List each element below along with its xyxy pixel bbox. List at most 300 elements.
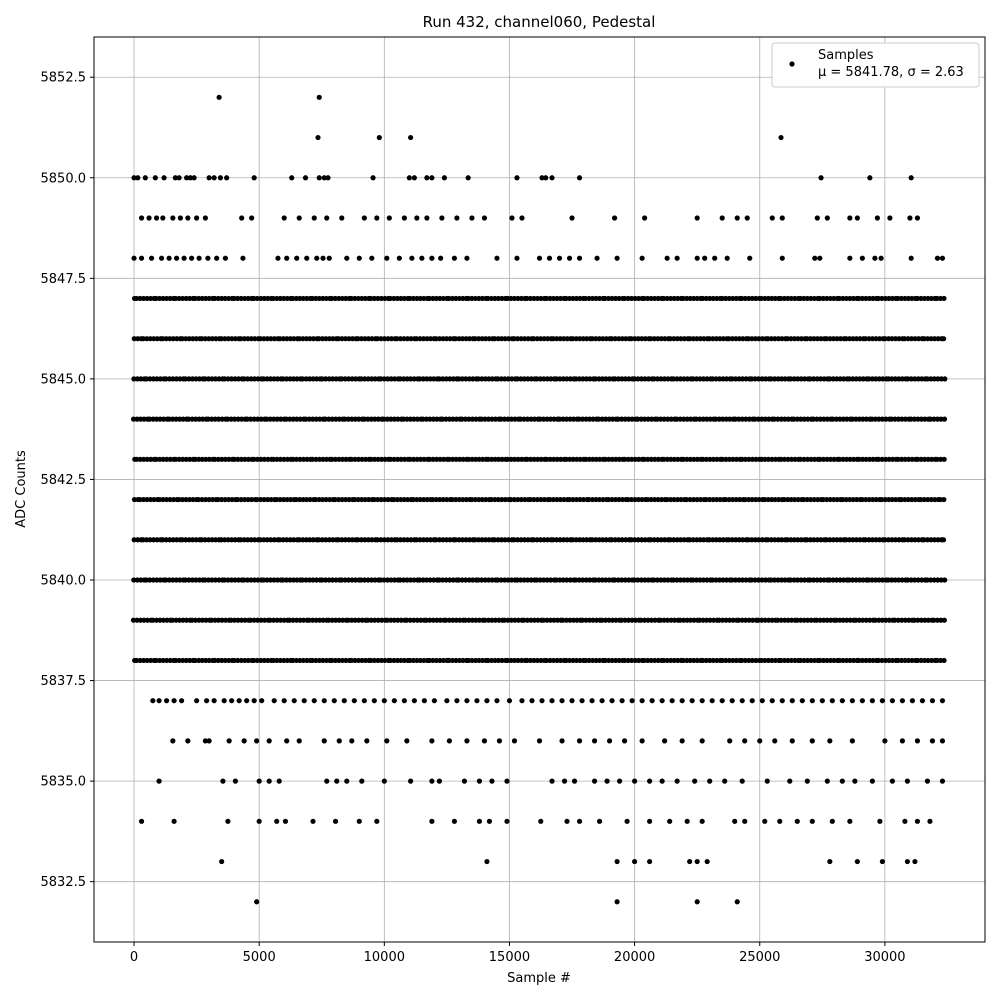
data-point bbox=[942, 417, 947, 422]
data-point bbox=[740, 698, 745, 703]
data-point bbox=[650, 698, 655, 703]
data-point bbox=[487, 819, 492, 824]
data-point bbox=[282, 698, 287, 703]
data-point bbox=[660, 698, 665, 703]
data-point bbox=[930, 698, 935, 703]
data-point bbox=[462, 779, 467, 784]
data-point bbox=[662, 738, 667, 743]
data-point bbox=[900, 738, 905, 743]
data-point bbox=[150, 698, 155, 703]
data-point bbox=[695, 256, 700, 261]
data-point bbox=[722, 779, 727, 784]
data-point bbox=[494, 698, 499, 703]
data-point bbox=[577, 738, 582, 743]
data-point bbox=[920, 698, 925, 703]
data-point bbox=[915, 215, 920, 220]
data-point bbox=[940, 779, 945, 784]
data-point bbox=[302, 698, 307, 703]
data-point bbox=[454, 698, 459, 703]
data-point bbox=[942, 618, 947, 623]
data-point bbox=[444, 698, 449, 703]
data-point bbox=[422, 698, 427, 703]
data-point bbox=[507, 698, 512, 703]
data-point bbox=[224, 175, 229, 180]
y-tick-label: 5837.5 bbox=[40, 674, 86, 690]
data-point bbox=[640, 256, 645, 261]
data-point bbox=[915, 738, 920, 743]
data-point bbox=[941, 658, 946, 663]
data-point bbox=[387, 215, 392, 220]
data-point bbox=[466, 175, 471, 180]
y-tick-label: 5835.0 bbox=[40, 774, 86, 790]
data-point bbox=[412, 698, 417, 703]
data-point bbox=[675, 256, 680, 261]
data-point bbox=[170, 738, 175, 743]
data-point bbox=[509, 215, 514, 220]
data-point bbox=[614, 256, 619, 261]
data-point bbox=[179, 698, 184, 703]
data-point bbox=[940, 256, 945, 261]
data-point bbox=[942, 457, 947, 462]
data-point bbox=[820, 698, 825, 703]
data-point bbox=[670, 698, 675, 703]
data-point bbox=[825, 215, 830, 220]
data-point bbox=[604, 779, 609, 784]
data-point bbox=[710, 698, 715, 703]
data-point bbox=[850, 738, 855, 743]
data-point bbox=[219, 859, 224, 864]
data-point bbox=[882, 738, 887, 743]
data-point bbox=[377, 135, 382, 140]
data-point bbox=[529, 698, 534, 703]
data-point bbox=[695, 859, 700, 864]
chart-title: Run 432, channel060, Pedestal bbox=[422, 13, 656, 31]
data-point bbox=[847, 256, 852, 261]
data-point bbox=[283, 819, 288, 824]
y-tick-label: 5850.0 bbox=[40, 171, 86, 187]
data-point bbox=[139, 256, 144, 261]
data-point bbox=[161, 175, 166, 180]
data-point bbox=[139, 819, 144, 824]
data-point bbox=[514, 175, 519, 180]
data-point bbox=[194, 215, 199, 220]
data-point bbox=[474, 698, 479, 703]
data-point bbox=[907, 215, 912, 220]
data-point bbox=[429, 819, 434, 824]
data-point bbox=[599, 698, 604, 703]
data-point bbox=[557, 256, 562, 261]
data-point bbox=[569, 215, 574, 220]
data-point bbox=[284, 256, 289, 261]
data-point bbox=[384, 738, 389, 743]
data-point bbox=[452, 256, 457, 261]
data-point bbox=[424, 215, 429, 220]
data-point bbox=[880, 859, 885, 864]
x-tick-label: 10000 bbox=[363, 950, 406, 965]
data-point bbox=[612, 215, 617, 220]
data-point bbox=[870, 698, 875, 703]
data-point bbox=[240, 256, 245, 261]
data-point bbox=[810, 698, 815, 703]
data-point bbox=[860, 256, 865, 261]
data-point bbox=[840, 779, 845, 784]
data-point bbox=[559, 698, 564, 703]
data-point bbox=[156, 698, 161, 703]
data-point bbox=[429, 779, 434, 784]
data-point bbox=[146, 215, 151, 220]
data-point bbox=[900, 698, 905, 703]
data-point bbox=[222, 698, 227, 703]
data-point bbox=[217, 95, 222, 100]
data-point bbox=[700, 819, 705, 824]
data-point bbox=[317, 95, 322, 100]
data-point bbox=[207, 175, 212, 180]
data-point bbox=[357, 819, 362, 824]
data-point bbox=[171, 698, 176, 703]
data-point bbox=[310, 819, 315, 824]
data-point bbox=[131, 256, 136, 261]
data-point bbox=[877, 819, 882, 824]
data-point bbox=[275, 256, 280, 261]
data-point bbox=[174, 256, 179, 261]
data-point bbox=[429, 256, 434, 261]
data-point bbox=[504, 819, 509, 824]
data-point bbox=[205, 256, 210, 261]
data-point bbox=[170, 215, 175, 220]
data-point bbox=[464, 698, 469, 703]
data-point bbox=[370, 175, 375, 180]
data-point bbox=[362, 215, 367, 220]
legend-marker bbox=[789, 61, 794, 66]
data-point bbox=[369, 256, 374, 261]
data-point bbox=[879, 256, 884, 261]
data-point bbox=[927, 819, 932, 824]
data-point bbox=[233, 779, 238, 784]
data-point bbox=[647, 859, 652, 864]
data-point bbox=[745, 215, 750, 220]
legend-series-name: Samples bbox=[818, 48, 874, 63]
data-point bbox=[700, 698, 705, 703]
data-point bbox=[725, 256, 730, 261]
data-point bbox=[855, 215, 860, 220]
data-point bbox=[592, 738, 597, 743]
data-point bbox=[171, 819, 176, 824]
data-point bbox=[941, 537, 946, 542]
data-point bbox=[402, 698, 407, 703]
data-point bbox=[252, 698, 257, 703]
data-point bbox=[762, 819, 767, 824]
data-point bbox=[624, 819, 629, 824]
data-point bbox=[942, 577, 947, 582]
data-point bbox=[547, 256, 552, 261]
data-point bbox=[333, 819, 338, 824]
data-point bbox=[543, 175, 548, 180]
data-point bbox=[218, 175, 223, 180]
data-point bbox=[185, 215, 190, 220]
data-point bbox=[408, 135, 413, 140]
data-point bbox=[429, 738, 434, 743]
data-point bbox=[178, 215, 183, 220]
data-point bbox=[941, 497, 946, 502]
data-point bbox=[229, 698, 234, 703]
data-point bbox=[304, 256, 309, 261]
data-point bbox=[875, 215, 880, 220]
data-point bbox=[847, 215, 852, 220]
data-point bbox=[827, 859, 832, 864]
data-point bbox=[314, 256, 319, 261]
data-point bbox=[153, 175, 158, 180]
data-point bbox=[359, 779, 364, 784]
data-point bbox=[289, 175, 294, 180]
data-point bbox=[404, 738, 409, 743]
data-point bbox=[692, 779, 697, 784]
data-point bbox=[562, 779, 567, 784]
data-point bbox=[419, 256, 424, 261]
data-point bbox=[294, 256, 299, 261]
data-point bbox=[812, 256, 817, 261]
data-point bbox=[887, 215, 892, 220]
data-point bbox=[727, 738, 732, 743]
data-point bbox=[397, 256, 402, 261]
data-point bbox=[942, 376, 947, 381]
data-point bbox=[890, 698, 895, 703]
data-point bbox=[489, 779, 494, 784]
data-point bbox=[860, 698, 865, 703]
data-point bbox=[212, 175, 217, 180]
data-point bbox=[772, 738, 777, 743]
data-point bbox=[890, 779, 895, 784]
data-point bbox=[344, 779, 349, 784]
data-point bbox=[855, 859, 860, 864]
data-point bbox=[539, 698, 544, 703]
data-point bbox=[572, 779, 577, 784]
data-point bbox=[909, 175, 914, 180]
data-point bbox=[324, 215, 329, 220]
data-point bbox=[700, 738, 705, 743]
data-point bbox=[257, 779, 262, 784]
data-point bbox=[930, 738, 935, 743]
data-point bbox=[780, 698, 785, 703]
data-point bbox=[409, 256, 414, 261]
data-point bbox=[182, 256, 187, 261]
data-point bbox=[642, 215, 647, 220]
y-tick-label: 5845.0 bbox=[40, 372, 86, 388]
data-point bbox=[223, 256, 228, 261]
data-point bbox=[559, 738, 564, 743]
data-point bbox=[765, 779, 770, 784]
data-point bbox=[589, 698, 594, 703]
data-point bbox=[454, 215, 459, 220]
data-point bbox=[244, 698, 249, 703]
data-point bbox=[810, 738, 815, 743]
data-point bbox=[577, 819, 582, 824]
data-point bbox=[374, 215, 379, 220]
data-point bbox=[607, 738, 612, 743]
data-point bbox=[537, 256, 542, 261]
x-tick-label: 30000 bbox=[864, 950, 906, 965]
data-point bbox=[185, 738, 190, 743]
data-point bbox=[597, 819, 602, 824]
y-tick-label: 5842.5 bbox=[40, 472, 86, 488]
data-point bbox=[609, 698, 614, 703]
data-point bbox=[432, 698, 437, 703]
data-point bbox=[567, 256, 572, 261]
data-point bbox=[322, 698, 327, 703]
data-point bbox=[382, 779, 387, 784]
data-point bbox=[317, 175, 322, 180]
data-point bbox=[327, 256, 332, 261]
data-point bbox=[830, 819, 835, 824]
data-point bbox=[579, 698, 584, 703]
data-point bbox=[905, 779, 910, 784]
y-tick-label: 5852.5 bbox=[40, 70, 86, 86]
data-point bbox=[852, 779, 857, 784]
data-point bbox=[549, 175, 554, 180]
x-tick-label: 15000 bbox=[488, 950, 531, 965]
data-point bbox=[619, 698, 624, 703]
x-tick-label: 5000 bbox=[242, 950, 276, 965]
data-point bbox=[790, 698, 795, 703]
data-point bbox=[909, 256, 914, 261]
data-point bbox=[549, 698, 554, 703]
data-point bbox=[477, 779, 482, 784]
data-point bbox=[464, 256, 469, 261]
data-point bbox=[292, 698, 297, 703]
data-point bbox=[941, 336, 946, 341]
data-point bbox=[257, 819, 262, 824]
data-point bbox=[284, 738, 289, 743]
x-tick-label: 25000 bbox=[739, 950, 781, 965]
data-point bbox=[577, 175, 582, 180]
data-point bbox=[640, 698, 645, 703]
data-point bbox=[665, 256, 670, 261]
data-point bbox=[312, 698, 317, 703]
data-point bbox=[549, 779, 554, 784]
data-point bbox=[477, 819, 482, 824]
data-point bbox=[815, 215, 820, 220]
data-point bbox=[614, 899, 619, 904]
data-point bbox=[320, 256, 325, 261]
data-point bbox=[220, 779, 225, 784]
data-point bbox=[442, 175, 447, 180]
data-point bbox=[647, 819, 652, 824]
data-point bbox=[817, 256, 822, 261]
data-point bbox=[622, 738, 627, 743]
data-point bbox=[384, 256, 389, 261]
data-point bbox=[274, 819, 279, 824]
data-point bbox=[344, 256, 349, 261]
data-point bbox=[778, 135, 783, 140]
data-point bbox=[207, 738, 212, 743]
data-point bbox=[730, 698, 735, 703]
data-point bbox=[402, 215, 407, 220]
data-point bbox=[632, 779, 637, 784]
data-point bbox=[912, 859, 917, 864]
data-point bbox=[630, 698, 635, 703]
data-point bbox=[720, 698, 725, 703]
data-point bbox=[303, 175, 308, 180]
legend-stats-label: μ = 5841.78, σ = 2.63 bbox=[818, 65, 964, 80]
y-tick-label: 5832.5 bbox=[40, 875, 86, 891]
data-point bbox=[482, 738, 487, 743]
data-point bbox=[592, 779, 597, 784]
data-point bbox=[382, 698, 387, 703]
data-point bbox=[740, 779, 745, 784]
data-point bbox=[494, 256, 499, 261]
data-point bbox=[237, 698, 242, 703]
data-point bbox=[277, 779, 282, 784]
data-point bbox=[337, 738, 342, 743]
data-point bbox=[342, 698, 347, 703]
data-point bbox=[512, 738, 517, 743]
data-point bbox=[777, 819, 782, 824]
x-axis-label: Sample # bbox=[507, 971, 571, 986]
data-point bbox=[267, 738, 272, 743]
data-point bbox=[357, 256, 362, 261]
data-point bbox=[787, 779, 792, 784]
data-point bbox=[810, 819, 815, 824]
data-point bbox=[795, 819, 800, 824]
data-point bbox=[139, 215, 144, 220]
data-point bbox=[537, 738, 542, 743]
data-point bbox=[159, 256, 164, 261]
data-point bbox=[695, 215, 700, 220]
data-point bbox=[135, 175, 140, 180]
data-point bbox=[880, 698, 885, 703]
x-tick-label: 20000 bbox=[613, 950, 656, 965]
data-point bbox=[712, 256, 717, 261]
data-point bbox=[867, 175, 872, 180]
data-point bbox=[940, 698, 945, 703]
data-point bbox=[750, 698, 755, 703]
data-point bbox=[687, 859, 692, 864]
data-point bbox=[267, 779, 272, 784]
data-point bbox=[408, 779, 413, 784]
data-point bbox=[297, 738, 302, 743]
data-point bbox=[915, 819, 920, 824]
data-point bbox=[690, 698, 695, 703]
data-point bbox=[166, 256, 171, 261]
data-point bbox=[594, 256, 599, 261]
data-point bbox=[484, 859, 489, 864]
data-point bbox=[164, 698, 169, 703]
data-point bbox=[352, 698, 357, 703]
data-point bbox=[910, 698, 915, 703]
data-point bbox=[407, 175, 412, 180]
data-point bbox=[732, 819, 737, 824]
data-point bbox=[757, 738, 762, 743]
data-point bbox=[504, 779, 509, 784]
data-point bbox=[312, 215, 317, 220]
data-point bbox=[429, 175, 434, 180]
data-point bbox=[538, 819, 543, 824]
data-point bbox=[324, 779, 329, 784]
data-point bbox=[203, 215, 208, 220]
data-point bbox=[760, 698, 765, 703]
data-point bbox=[189, 256, 194, 261]
data-point bbox=[902, 819, 907, 824]
data-point bbox=[564, 819, 569, 824]
data-point bbox=[685, 819, 690, 824]
data-point bbox=[484, 698, 489, 703]
data-point bbox=[805, 779, 810, 784]
data-point bbox=[197, 256, 202, 261]
data-point bbox=[374, 819, 379, 824]
data-point bbox=[192, 175, 197, 180]
data-point bbox=[905, 859, 910, 864]
data-point bbox=[322, 738, 327, 743]
data-point bbox=[364, 738, 369, 743]
